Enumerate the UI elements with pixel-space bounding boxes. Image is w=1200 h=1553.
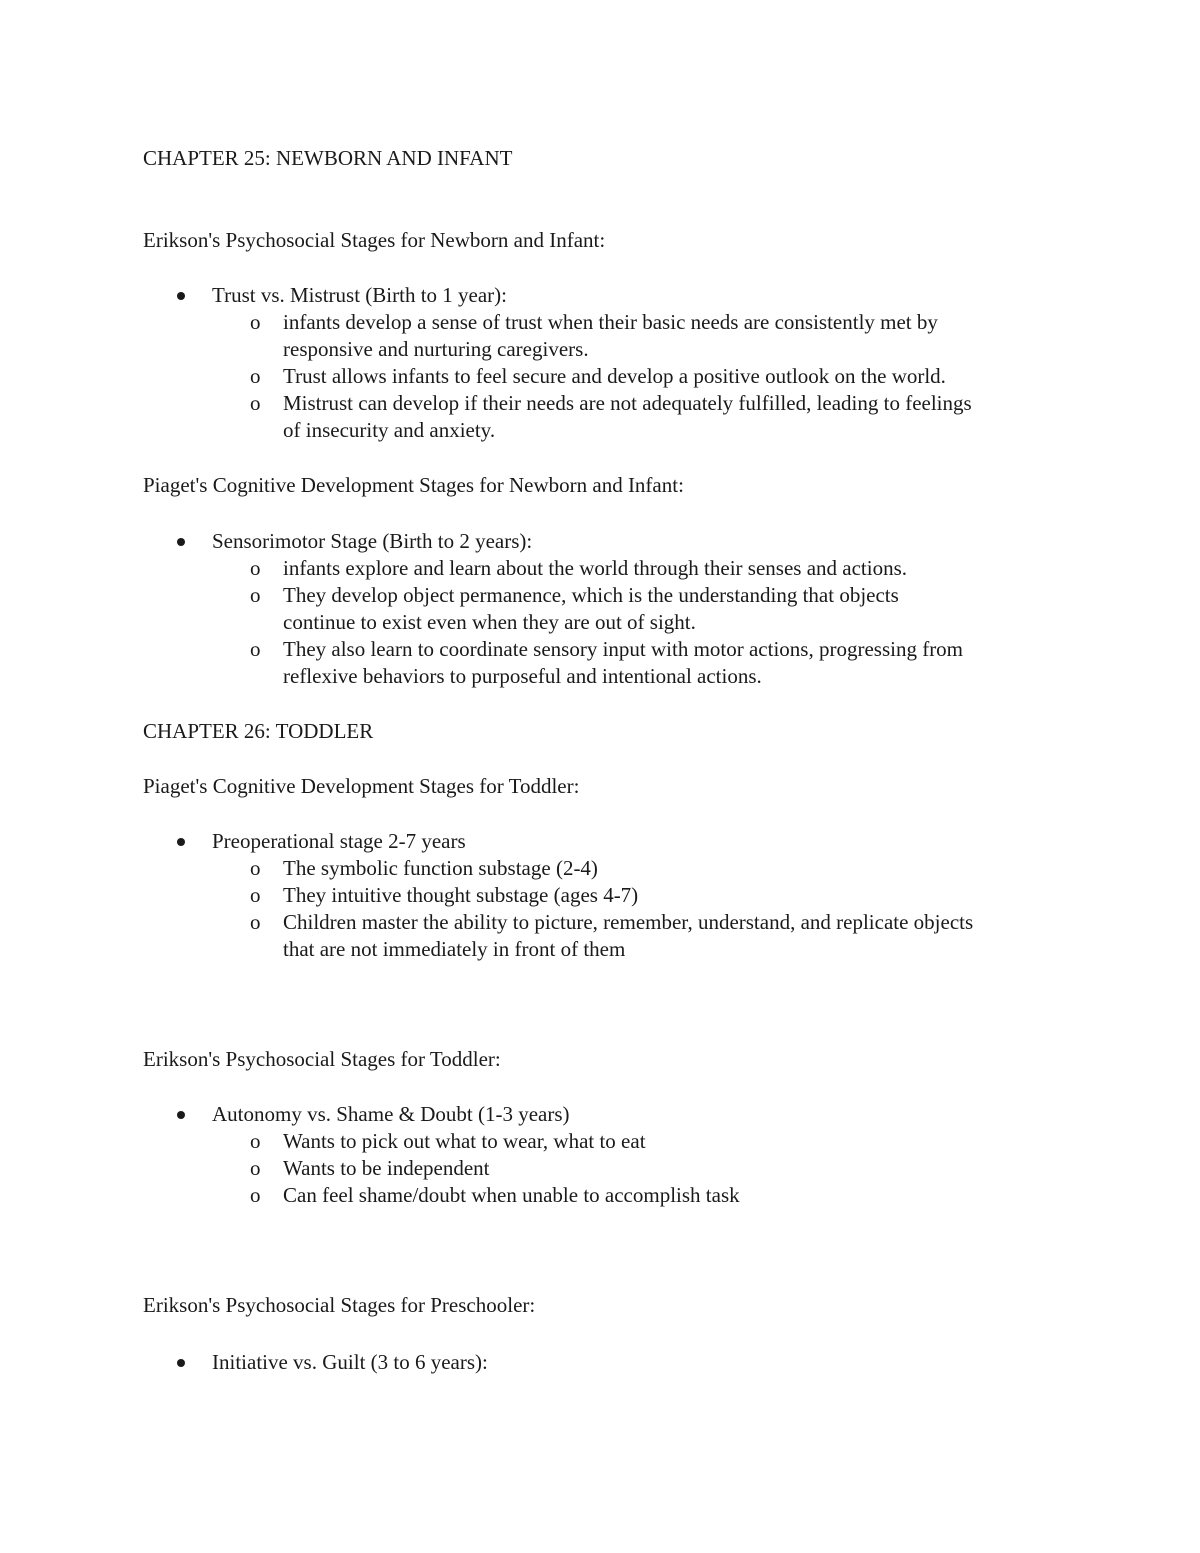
chapter-heading: CHAPTER 26: TODDLER: [143, 719, 374, 743]
bullet-icon: [177, 538, 185, 546]
sub-bullet-icon: o: [250, 1156, 261, 1180]
sub-bullet-icon: o: [250, 583, 261, 607]
sub-bullet-icon: o: [250, 1183, 261, 1207]
sub-item: They intuitive thought substage (ages 4-7): [283, 883, 639, 907]
sub-item-continuation: that are not immediately in front of them: [283, 937, 626, 961]
sub-item-continuation: reflexive behaviors to purposeful and intentional actions.: [283, 664, 762, 688]
bullet-item: Autonomy vs. Shame & Doubt (1-3 years): [212, 1102, 570, 1126]
bullet-icon: [177, 292, 185, 300]
sub-bullet-icon: o: [250, 637, 261, 661]
bullet-item: Preoperational stage 2-7 years: [212, 829, 466, 853]
section-title: Erikson's Psychosocial Stages for Preschooler:: [143, 1293, 536, 1317]
sub-item: Wants to pick out what to wear, what to eat: [283, 1129, 646, 1153]
sub-item: Children master the ability to picture, remember, understand, and replicate objects: [283, 910, 974, 934]
chapter-heading: CHAPTER 25: NEWBORN AND INFANT: [143, 146, 513, 170]
sub-item-continuation: of insecurity and anxiety.: [283, 418, 496, 442]
sub-bullet-icon: o: [250, 556, 261, 580]
sub-item: Mistrust can develop if their needs are not adequately fulfilled, leading to feelings: [283, 391, 972, 415]
sub-bullet-icon: o: [250, 910, 261, 934]
sub-bullet-icon: o: [250, 883, 261, 907]
sub-bullet-icon: o: [250, 1129, 261, 1153]
sub-item: Wants to be independent: [283, 1156, 490, 1180]
bullet-icon: [177, 838, 185, 846]
sub-bullet-icon: o: [250, 364, 261, 388]
sub-item: They develop object permanence, which is the understanding that objects: [283, 583, 899, 607]
bullet-item: Initiative vs. Guilt (3 to 6 years):: [212, 1350, 488, 1374]
section-title: Erikson's Psychosocial Stages for Newborn and Infant:: [143, 228, 606, 252]
sub-item: They also learn to coordinate sensory input with motor actions, progressing from: [283, 637, 964, 661]
section-title: Erikson's Psychosocial Stages for Toddler:: [143, 1047, 501, 1071]
sub-item: The symbolic function substage (2-4): [283, 856, 598, 880]
sub-item: Can feel shame/doubt when unable to accomplish task: [283, 1183, 740, 1207]
section-title: Piaget's Cognitive Development Stages for Newborn and Infant:: [143, 473, 684, 497]
bullet-icon: [177, 1359, 185, 1367]
sub-bullet-icon: o: [250, 856, 261, 880]
section-title: Piaget's Cognitive Development Stages for Toddler:: [143, 774, 580, 798]
bullet-icon: [177, 1111, 185, 1119]
sub-item-continuation: continue to exist even when they are out of sight.: [283, 610, 696, 634]
sub-item: Trust allows infants to feel secure and develop a positive outlook on the world.: [283, 364, 946, 388]
sub-item: infants explore and learn about the world through their senses and actions.: [283, 556, 907, 580]
sub-item: infants develop a sense of trust when their basic needs are consistently met by: [283, 310, 938, 334]
sub-bullet-icon: o: [250, 310, 261, 334]
bullet-item: Sensorimotor Stage (Birth to 2 years):: [212, 529, 533, 553]
sub-item-continuation: responsive and nurturing caregivers.: [283, 337, 589, 361]
sub-bullet-icon: o: [250, 391, 261, 415]
bullet-item: Trust vs. Mistrust (Birth to 1 year):: [212, 283, 507, 307]
